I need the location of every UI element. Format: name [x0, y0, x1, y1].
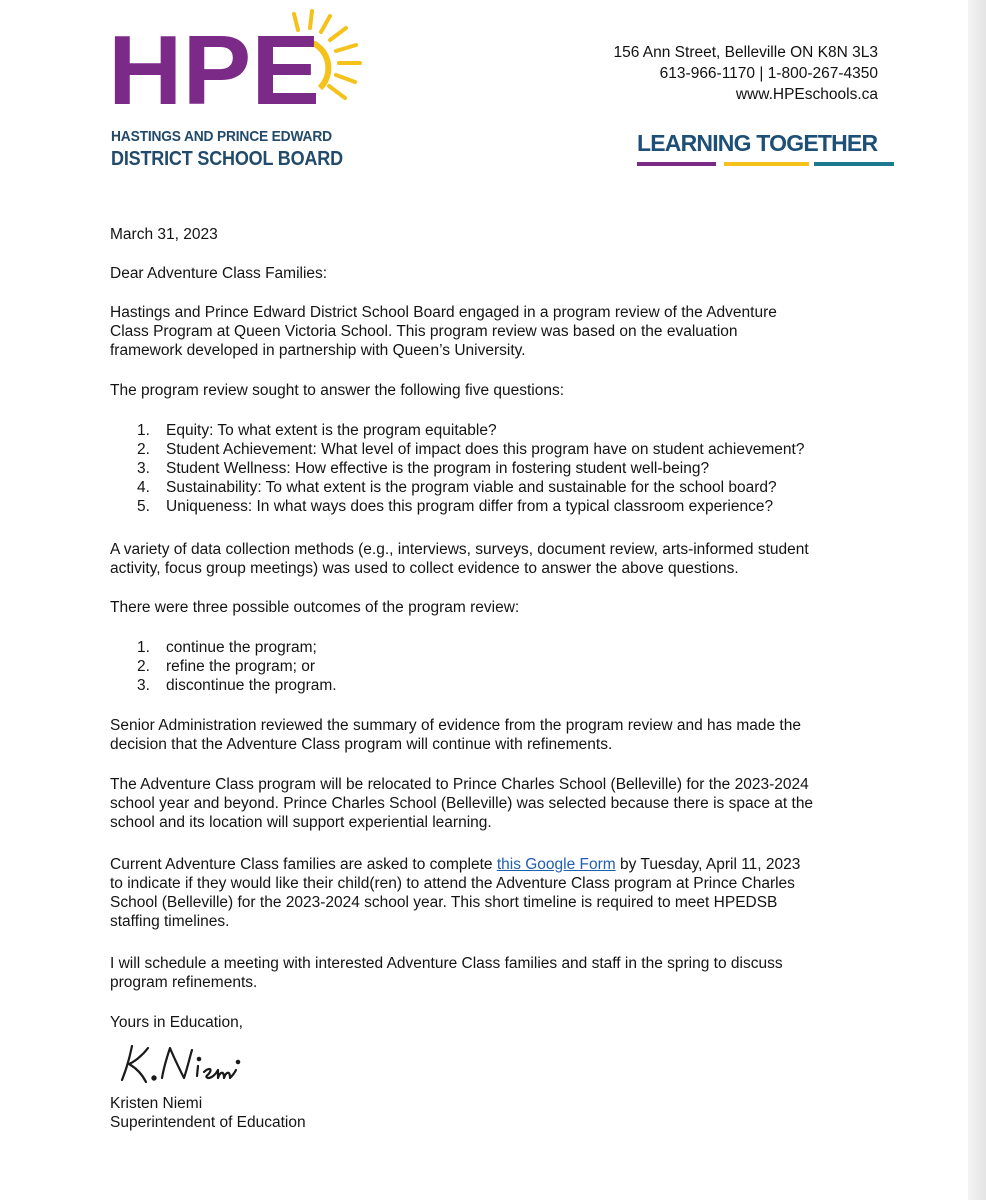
list-item: 2. Student Achievement: What level of impact does this program have on student achievement? [137, 441, 805, 458]
paragraph-intro [110, 303, 777, 360]
list-item: 3. Student Wellness: How effective is the program in fostering student well-being? [137, 460, 710, 477]
list-item: 3. discontinue the program. [137, 677, 337, 694]
paragraph-line: Senior Administration reviewed the summary of evidence from the program review and has made the [110, 717, 801, 734]
tagline: LEARNING TOGETHER [637, 130, 878, 156]
paragraph-line: program refinements. [110, 974, 258, 991]
tagline-bar-purple [637, 162, 716, 166]
svg-text:HPE: HPE [108, 15, 320, 125]
paragraph-line: Class Program at Queen Victoria School. This program review was based on the evaluation [110, 323, 738, 340]
salutation: Dear Adventure Class Families: [110, 265, 328, 282]
paragraph-line: A variety of data collection methods (e.g., interviews, surveys, document review, arts-informed student [110, 541, 809, 558]
paragraph-line: I will schedule a meeting with interested Adventure Class families and staff in the spring to discuss [110, 955, 783, 972]
handwritten-signature [118, 1040, 248, 1088]
paragraph-line: staffing timelines. [110, 913, 230, 930]
paragraph-line: activity, focus group meetings) was used to collect evidence to answer the above questions. [110, 560, 739, 577]
closing: Yours in Education, [110, 1014, 243, 1031]
google-form-link[interactable]: this Google Form [496, 856, 616, 873]
hpe-logo [108, 8, 388, 178]
paragraph-line: framework developed in partnership with Queen’s University. [110, 342, 526, 359]
signer-name: Kristen Niemi [110, 1095, 203, 1112]
paragraph-line: to indicate if they would like their child(ren) to attend the Adventure Class program at Prince Charles [110, 875, 795, 892]
paragraph-line: The Adventure Class program will be relocated to Prince Charles School (Belleville) for the 2023-2024 [110, 776, 809, 793]
page-edge [968, 0, 986, 1200]
phone-line: 613-966-1170 | 1-800-267-4350 [659, 65, 878, 82]
signer-title: Superintendent of Education [110, 1114, 306, 1131]
paragraph-meeting [110, 954, 783, 992]
letter-date: March 31, 2023 [110, 226, 218, 243]
paragraph-line: decision that the Adventure Class program will continue with refinements. [110, 736, 613, 753]
questions-intro: The program review sought to answer the following five questions: [110, 382, 565, 399]
paragraph-line: Hastings and Prince Edward District School Board engaged in a program review of the Adventure [110, 304, 777, 321]
hpe-wordmark [108, 8, 388, 128]
paragraph-line: school year and beyond. Prince Charles School (Belleville) was selected because there is space at the [110, 795, 814, 812]
paragraph-line: Current Adventure Class families are asked to complete this Google Form by Tuesday, April 11, 2023 [110, 856, 801, 873]
questions-list [137, 421, 804, 516]
tagline-bar-yellow [724, 162, 809, 166]
website-line: www.HPEschools.ca [735, 86, 878, 103]
paragraph-line: School (Belleville) for the 2023-2024 school year. This short timeline is required to meet HPEDSB [110, 894, 778, 911]
list-item: 2. refine the program; or [137, 658, 316, 675]
contact-block [613, 42, 878, 105]
list-item: 1. continue the program; [137, 639, 317, 656]
paragraph-decision [110, 716, 801, 754]
paragraph-relocation [110, 775, 813, 832]
paragraph-form [110, 855, 800, 931]
outcomes-intro: There were three possible outcomes of the program review: [110, 599, 520, 616]
board-name-line1: HASTINGS AND PRINCE EDWARD [111, 128, 332, 145]
list-item: 5. Uniqueness: In what ways does this program differ from a typical classroom experience? [137, 498, 774, 515]
paragraph-methods [110, 540, 809, 578]
list-item: 4. Sustainability: To what extent is the program viable and sustainable for the school board? [137, 479, 777, 496]
address-line: 156 Ann Street, Belleville ON K8N 3L3 [613, 44, 878, 61]
paragraph-line: school and its location will support experiential learning. [110, 814, 492, 831]
tagline-bar-teal [814, 162, 894, 166]
board-name-line2: DISTRICT SCHOOL BOARD [111, 148, 343, 170]
outcomes-list [137, 638, 337, 695]
list-item: 1. Equity: To what extent is the program equitable? [137, 422, 497, 439]
